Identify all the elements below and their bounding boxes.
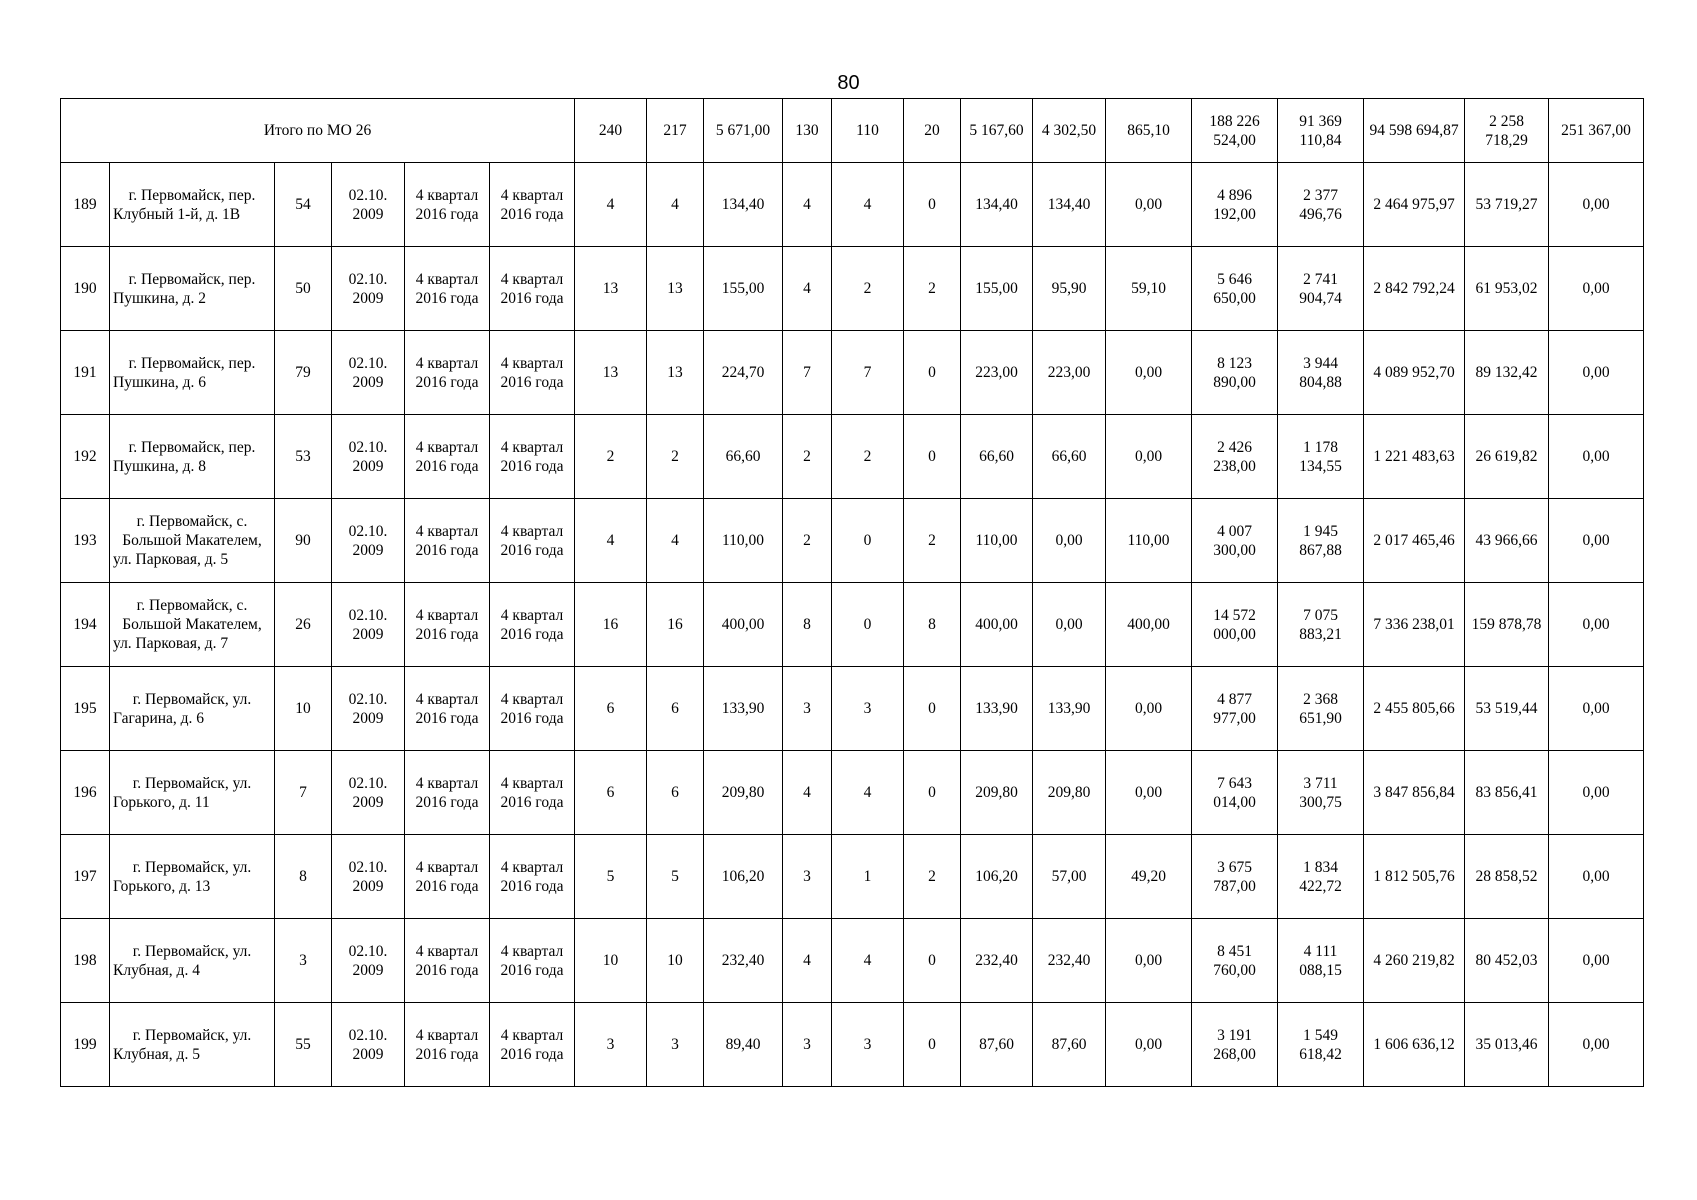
row-number: 191 (61, 331, 110, 415)
total-value: 240 (575, 99, 647, 163)
value-cell: 4 (647, 163, 704, 247)
value-cell: 1 812 505,76 (1364, 835, 1465, 919)
address-cell: г. Первомайск, ул. Клубная, д. 5 (110, 1003, 275, 1087)
value-cell: 28 858,52 (1465, 835, 1549, 919)
value-cell: 2 464 975,97 (1364, 163, 1465, 247)
value-cell: 3 (783, 1003, 832, 1087)
value-cell: 232,40 (1033, 919, 1106, 1003)
table-row (61, 667, 1644, 751)
value-cell: 13 (647, 331, 704, 415)
value-cell: 0,00 (1549, 331, 1644, 415)
value-cell: 26 619,82 (1465, 415, 1549, 499)
value-cell: 2 (832, 247, 904, 331)
year-cell: 53 (275, 415, 332, 499)
value-cell: 13 (647, 247, 704, 331)
row-number: 190 (61, 247, 110, 331)
value-cell: 2 368 651,90 (1278, 667, 1364, 751)
value-cell: 3 (783, 835, 832, 919)
value-cell: 0,00 (1033, 499, 1106, 583)
total-value: 20 (904, 99, 961, 163)
value-cell: 224,70 (704, 331, 783, 415)
value-cell: 10 (647, 919, 704, 1003)
value-cell: 3 847 856,84 (1364, 751, 1465, 835)
row-number: 199 (61, 1003, 110, 1087)
period-end-cell: 4 квартал 2016 года (490, 163, 575, 247)
year-cell: 10 (275, 667, 332, 751)
total-value: 94 598 694,87 (1364, 99, 1465, 163)
value-cell: 106,20 (961, 835, 1033, 919)
value-cell: 66,60 (961, 415, 1033, 499)
address-cell: г. Первомайск, с. Большой Макателем, ул. Парковая, д. 7 (110, 583, 275, 667)
table-row (61, 247, 1644, 331)
value-cell: 0 (904, 667, 961, 751)
value-cell: 4 896 192,00 (1192, 163, 1278, 247)
year-cell: 54 (275, 163, 332, 247)
value-cell: 0 (832, 583, 904, 667)
value-cell: 400,00 (1106, 583, 1192, 667)
table-body (61, 99, 1644, 1087)
value-cell: 7 336 238,01 (1364, 583, 1465, 667)
date-cell: 02.10. 2009 (332, 583, 405, 667)
value-cell: 0 (904, 331, 961, 415)
value-cell: 4 (783, 919, 832, 1003)
total-value: 217 (647, 99, 704, 163)
period-start-cell: 4 квартал 2016 года (405, 499, 490, 583)
date-cell: 02.10. 2009 (332, 415, 405, 499)
total-value: 91 369 110,84 (1278, 99, 1364, 163)
address-cell: г. Первомайск, ул. Горького, д. 13 (110, 835, 275, 919)
period-end-cell: 4 квартал 2016 года (490, 247, 575, 331)
value-cell: 2 426 238,00 (1192, 415, 1278, 499)
value-cell: 4 007 300,00 (1192, 499, 1278, 583)
value-cell: 4 (575, 499, 647, 583)
value-cell: 2 377 496,76 (1278, 163, 1364, 247)
value-cell: 4 089 952,70 (1364, 331, 1465, 415)
value-cell: 0,00 (1106, 163, 1192, 247)
value-cell: 155,00 (704, 247, 783, 331)
value-cell: 1 606 636,12 (1364, 1003, 1465, 1087)
total-row (61, 99, 1644, 163)
value-cell: 1 221 483,63 (1364, 415, 1465, 499)
total-value: 865,10 (1106, 99, 1192, 163)
value-cell: 0,00 (1549, 583, 1644, 667)
total-value: 110 (832, 99, 904, 163)
value-cell: 13 (575, 331, 647, 415)
value-cell: 4 111 088,15 (1278, 919, 1364, 1003)
value-cell: 49,20 (1106, 835, 1192, 919)
value-cell: 2 (904, 247, 961, 331)
value-cell: 8 (783, 583, 832, 667)
table-row (61, 415, 1644, 499)
address-cell: г. Первомайск, пер. Клубный 1-й, д. 1В (110, 163, 275, 247)
value-cell: 10 (575, 919, 647, 1003)
value-cell: 66,60 (704, 415, 783, 499)
value-cell: 6 (647, 667, 704, 751)
value-cell: 89,40 (704, 1003, 783, 1087)
value-cell: 2 017 465,46 (1364, 499, 1465, 583)
table-row (61, 1003, 1644, 1087)
address-cell: г. Первомайск, ул. Горького, д. 11 (110, 751, 275, 835)
period-end-cell: 4 квартал 2016 года (490, 583, 575, 667)
total-label: Итого по МО 26 (61, 99, 575, 163)
value-cell: 232,40 (961, 919, 1033, 1003)
value-cell: 66,60 (1033, 415, 1106, 499)
value-cell: 0,00 (1033, 583, 1106, 667)
total-value: 130 (783, 99, 832, 163)
address-cell: г. Первомайск, пер. Пушкина, д. 2 (110, 247, 275, 331)
value-cell: 4 (783, 247, 832, 331)
table-row (61, 499, 1644, 583)
value-cell: 0,00 (1549, 247, 1644, 331)
total-value: 2 258 718,29 (1465, 99, 1549, 163)
address-cell: г. Первомайск, пер. Пушкина, д. 8 (110, 415, 275, 499)
value-cell: 4 (783, 751, 832, 835)
period-end-cell: 4 квартал 2016 года (490, 499, 575, 583)
value-cell: 5 646 650,00 (1192, 247, 1278, 331)
value-cell: 2 (904, 499, 961, 583)
value-cell: 134,40 (1033, 163, 1106, 247)
value-cell: 4 (832, 163, 904, 247)
date-cell: 02.10. 2009 (332, 919, 405, 1003)
year-cell: 26 (275, 583, 332, 667)
value-cell: 0,00 (1549, 163, 1644, 247)
row-number: 194 (61, 583, 110, 667)
date-cell: 02.10. 2009 (332, 1003, 405, 1087)
date-cell: 02.10. 2009 (332, 331, 405, 415)
value-cell: 80 452,03 (1465, 919, 1549, 1003)
table-row (61, 919, 1644, 1003)
row-number: 193 (61, 499, 110, 583)
value-cell: 3 (832, 667, 904, 751)
year-cell: 55 (275, 1003, 332, 1087)
value-cell: 3 (647, 1003, 704, 1087)
value-cell: 2 455 805,66 (1364, 667, 1465, 751)
period-end-cell: 4 квартал 2016 года (490, 751, 575, 835)
value-cell: 0,00 (1549, 415, 1644, 499)
value-cell: 133,90 (704, 667, 783, 751)
value-cell: 4 (832, 919, 904, 1003)
value-cell: 155,00 (961, 247, 1033, 331)
value-cell: 2 (783, 415, 832, 499)
value-cell: 1 549 618,42 (1278, 1003, 1364, 1087)
value-cell: 87,60 (961, 1003, 1033, 1087)
value-cell: 3 (575, 1003, 647, 1087)
value-cell: 400,00 (961, 583, 1033, 667)
period-end-cell: 4 квартал 2016 года (490, 835, 575, 919)
year-cell: 90 (275, 499, 332, 583)
value-cell: 5 (647, 835, 704, 919)
value-cell: 35 013,46 (1465, 1003, 1549, 1087)
value-cell: 13 (575, 247, 647, 331)
value-cell: 110,00 (704, 499, 783, 583)
value-cell: 1 834 422,72 (1278, 835, 1364, 919)
period-start-cell: 4 квартал 2016 года (405, 919, 490, 1003)
value-cell: 0,00 (1549, 667, 1644, 751)
value-cell: 43 966,66 (1465, 499, 1549, 583)
value-cell: 0,00 (1106, 919, 1192, 1003)
value-cell: 61 953,02 (1465, 247, 1549, 331)
address-cell: г. Первомайск, пер. Пушкина, д. 6 (110, 331, 275, 415)
value-cell: 133,90 (1033, 667, 1106, 751)
value-cell: 87,60 (1033, 1003, 1106, 1087)
value-cell: 14 572 000,00 (1192, 583, 1278, 667)
total-value: 4 302,50 (1033, 99, 1106, 163)
row-number: 197 (61, 835, 110, 919)
value-cell: 0,00 (1106, 331, 1192, 415)
value-cell: 16 (647, 583, 704, 667)
value-cell: 4 260 219,82 (1364, 919, 1465, 1003)
period-start-cell: 4 квартал 2016 года (405, 835, 490, 919)
value-cell: 0,00 (1106, 751, 1192, 835)
value-cell: 0,00 (1549, 499, 1644, 583)
total-value: 251 367,00 (1549, 99, 1644, 163)
value-cell: 53 519,44 (1465, 667, 1549, 751)
value-cell: 6 (575, 751, 647, 835)
row-number: 189 (61, 163, 110, 247)
value-cell: 4 (647, 499, 704, 583)
value-cell: 1 (832, 835, 904, 919)
address-cell: г. Первомайск, с. Большой Макателем, ул. Парковая, д. 5 (110, 499, 275, 583)
period-end-cell: 4 квартал 2016 года (490, 667, 575, 751)
value-cell: 0,00 (1106, 415, 1192, 499)
period-start-cell: 4 квартал 2016 года (405, 751, 490, 835)
table-row (61, 583, 1644, 667)
period-start-cell: 4 квартал 2016 года (405, 583, 490, 667)
value-cell: 0,00 (1549, 1003, 1644, 1087)
value-cell: 0 (832, 499, 904, 583)
year-cell: 79 (275, 331, 332, 415)
value-cell: 95,90 (1033, 247, 1106, 331)
value-cell: 59,10 (1106, 247, 1192, 331)
value-cell: 0,00 (1106, 1003, 1192, 1087)
date-cell: 02.10. 2009 (332, 247, 405, 331)
value-cell: 110,00 (961, 499, 1033, 583)
row-number: 196 (61, 751, 110, 835)
value-cell: 1 945 867,88 (1278, 499, 1364, 583)
period-end-cell: 4 квартал 2016 года (490, 331, 575, 415)
value-cell: 83 856,41 (1465, 751, 1549, 835)
page-number: 80 (837, 72, 860, 94)
value-cell: 106,20 (704, 835, 783, 919)
value-cell: 110,00 (1106, 499, 1192, 583)
value-cell: 3 191 268,00 (1192, 1003, 1278, 1087)
year-cell: 8 (275, 835, 332, 919)
row-number: 195 (61, 667, 110, 751)
value-cell: 57,00 (1033, 835, 1106, 919)
address-cell: г. Первомайск, ул. Клубная, д. 4 (110, 919, 275, 1003)
value-cell: 209,80 (1033, 751, 1106, 835)
value-cell: 7 075 883,21 (1278, 583, 1364, 667)
date-cell: 02.10. 2009 (332, 667, 405, 751)
value-cell: 232,40 (704, 919, 783, 1003)
value-cell: 53 719,27 (1465, 163, 1549, 247)
value-cell: 209,80 (704, 751, 783, 835)
total-value: 5 167,60 (961, 99, 1033, 163)
period-end-cell: 4 квартал 2016 года (490, 1003, 575, 1087)
date-cell: 02.10. 2009 (332, 499, 405, 583)
value-cell: 8 (904, 583, 961, 667)
year-cell: 50 (275, 247, 332, 331)
value-cell: 5 (575, 835, 647, 919)
table-row (61, 331, 1644, 415)
value-cell: 3 944 804,88 (1278, 331, 1364, 415)
value-cell: 89 132,42 (1465, 331, 1549, 415)
value-cell: 3 675 787,00 (1192, 835, 1278, 919)
period-end-cell: 4 квартал 2016 года (490, 415, 575, 499)
value-cell: 4 (575, 163, 647, 247)
value-cell: 4 (832, 751, 904, 835)
address-cell: г. Первомайск, ул. Гагарина, д. 6 (110, 667, 275, 751)
value-cell: 223,00 (961, 331, 1033, 415)
value-cell: 0 (904, 919, 961, 1003)
value-cell: 8 451 760,00 (1192, 919, 1278, 1003)
value-cell: 3 711 300,75 (1278, 751, 1364, 835)
value-cell: 2 842 792,24 (1364, 247, 1465, 331)
value-cell: 4 877 977,00 (1192, 667, 1278, 751)
value-cell: 16 (575, 583, 647, 667)
period-start-cell: 4 квартал 2016 года (405, 1003, 490, 1087)
value-cell: 0 (904, 1003, 961, 1087)
table-row (61, 751, 1644, 835)
period-start-cell: 4 квартал 2016 года (405, 667, 490, 751)
value-cell: 159 878,78 (1465, 583, 1549, 667)
value-cell: 133,90 (961, 667, 1033, 751)
value-cell: 2 (904, 835, 961, 919)
period-start-cell: 4 квартал 2016 года (405, 415, 490, 499)
value-cell: 134,40 (961, 163, 1033, 247)
row-number: 198 (61, 919, 110, 1003)
row-number: 192 (61, 415, 110, 499)
year-cell: 3 (275, 919, 332, 1003)
value-cell: 0 (904, 163, 961, 247)
value-cell: 7 (832, 331, 904, 415)
value-cell: 0,00 (1549, 835, 1644, 919)
period-end-cell: 4 квартал 2016 года (490, 919, 575, 1003)
value-cell: 400,00 (704, 583, 783, 667)
value-cell: 1 178 134,55 (1278, 415, 1364, 499)
value-cell: 4 (783, 163, 832, 247)
value-cell: 8 123 890,00 (1192, 331, 1278, 415)
value-cell: 2 (575, 415, 647, 499)
value-cell: 0 (904, 751, 961, 835)
year-cell: 7 (275, 751, 332, 835)
value-cell: 0,00 (1549, 751, 1644, 835)
total-value: 188 226 524,00 (1192, 99, 1278, 163)
value-cell: 2 741 904,74 (1278, 247, 1364, 331)
value-cell: 0 (904, 415, 961, 499)
register-table (60, 98, 1644, 1087)
date-cell: 02.10. 2009 (332, 751, 405, 835)
period-start-cell: 4 квартал 2016 года (405, 163, 490, 247)
value-cell: 7 (783, 331, 832, 415)
value-cell: 0,00 (1106, 667, 1192, 751)
period-start-cell: 4 квартал 2016 года (405, 247, 490, 331)
total-value: 5 671,00 (704, 99, 783, 163)
value-cell: 7 643 014,00 (1192, 751, 1278, 835)
table-row (61, 835, 1644, 919)
value-cell: 3 (832, 1003, 904, 1087)
value-cell: 223,00 (1033, 331, 1106, 415)
value-cell: 209,80 (961, 751, 1033, 835)
table-row (61, 163, 1644, 247)
value-cell: 6 (647, 751, 704, 835)
value-cell: 134,40 (704, 163, 783, 247)
period-start-cell: 4 квартал 2016 года (405, 331, 490, 415)
value-cell: 2 (783, 499, 832, 583)
date-cell: 02.10. 2009 (332, 163, 405, 247)
value-cell: 6 (575, 667, 647, 751)
value-cell: 0,00 (1549, 919, 1644, 1003)
value-cell: 3 (783, 667, 832, 751)
date-cell: 02.10. 2009 (332, 835, 405, 919)
value-cell: 2 (832, 415, 904, 499)
value-cell: 2 (647, 415, 704, 499)
